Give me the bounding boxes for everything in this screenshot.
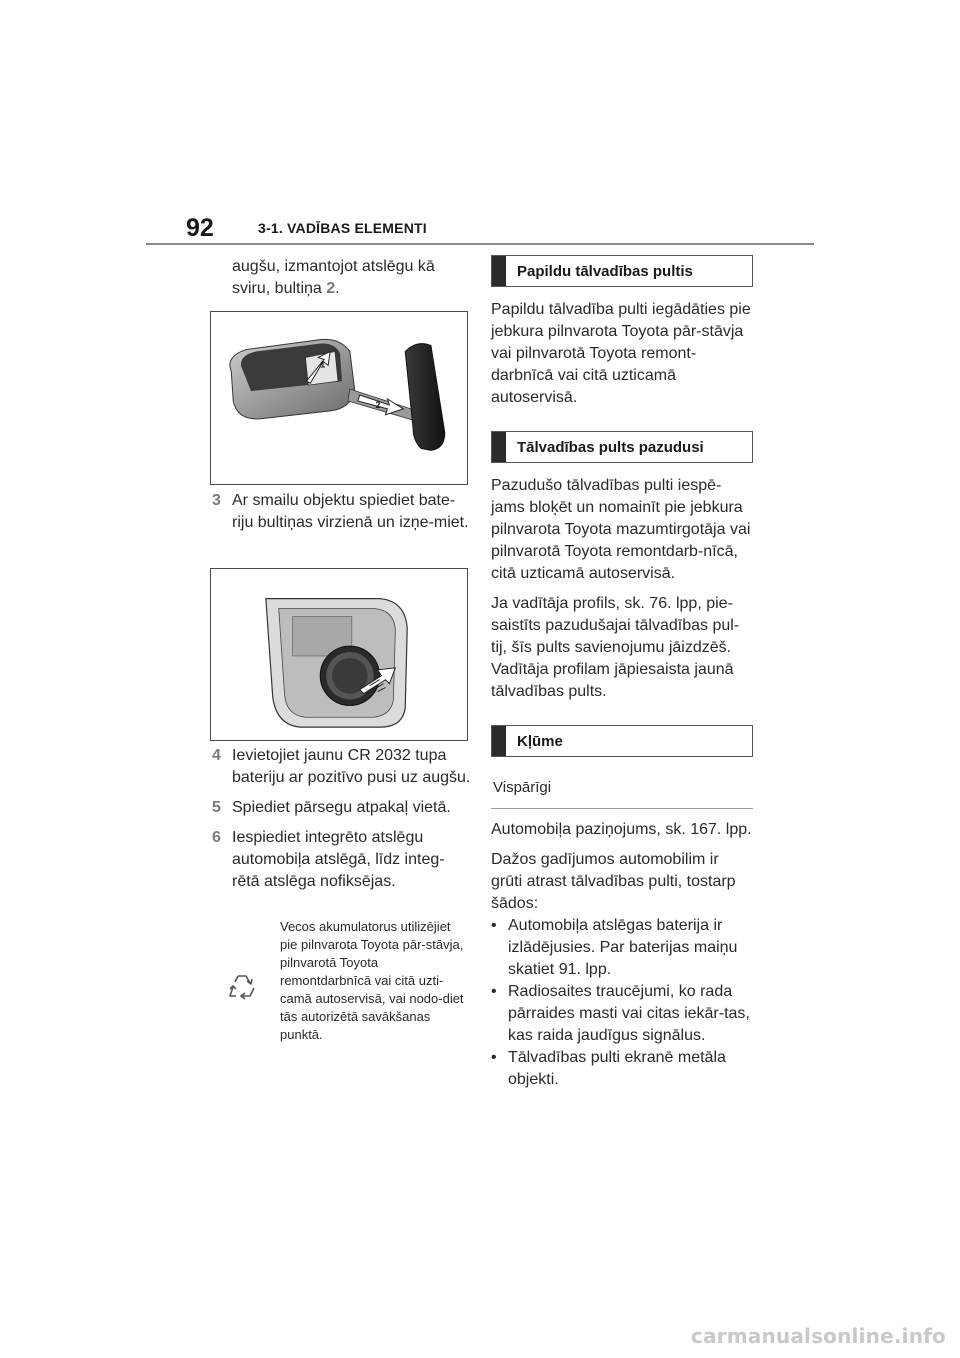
malfunction-paragraph-2: Dažos gadījumos automobilim ir grūti atrast tālvadības pulti, tostarp šādos: <box>491 851 736 912</box>
intro-line1: augšu, izmantojot atslēgu kā <box>232 258 435 275</box>
watermark: carmanualsonline.info <box>690 1324 946 1348</box>
key-fob-figure-2 <box>210 568 468 741</box>
step-4-item <box>212 745 472 789</box>
step-6-text: Iespiediet integrēto atslēgu automobiļa atslēgā, līdz integ-rētā atslēga nofiksējas. <box>232 829 445 890</box>
arrow-number: 2 <box>326 280 336 297</box>
subheading-general: Vispārīgi <box>491 769 753 809</box>
step-5-item <box>212 797 472 819</box>
list-item-text: Automobiļa atslēgas baterija ir izlādējusies. Par baterijas maiņu skatiet 91. lpp. <box>508 917 738 978</box>
step-3-item <box>212 490 472 534</box>
additional-remotes-paragraph: Papildu tālvadība pulti iegādāties pie jebkura pilnvarota Toyota pār-stāvja vai pilnvarotā Toyota remont-darbnīcā vai citā uzticamā autoservisā. <box>491 301 751 406</box>
step-6-number: 6 <box>212 829 221 846</box>
recycling-note-text: Vecos akumulatorus utilizējiet pie pilnvarota Toyota pār-stāvja, pilnvarotā Toyota remontdarbnīcā vai citā uzti-camā autoservisā, vai nodo-diet tās autorizētā savākšanas punktā. <box>280 919 464 1042</box>
remote-lost-paragraph-2: Ja vadītāja profils, sk. 76. lpp, pie-saistīts pazudušajai tālvadības pul-tij, šīs pults savienojumu jāizdzēš. Vadītāja profilam jāpiesaista jaunā tālvadības pults. <box>491 595 740 700</box>
bullet-mark: • <box>491 983 497 1000</box>
list-item-text: Tālvadības pulti ekranē metāla objekti. <box>508 1049 726 1088</box>
step-5-text: Spiediet pārsegu atpakaļ vietā. <box>232 799 451 816</box>
section-title: 3-1. VADĪBAS ELEMENTI <box>258 220 427 236</box>
heading-bar <box>492 726 506 756</box>
intro-line2-text: sviru, bultiņa <box>232 280 327 297</box>
arrow-1-label: 1 <box>320 359 326 370</box>
list-item <box>491 915 753 981</box>
recycle-icon <box>224 970 260 1006</box>
step-5-number: 5 <box>212 799 221 816</box>
heading-remote-lost <box>491 431 753 463</box>
step-4-number: 4 <box>212 747 221 764</box>
arrow-2-label: 2 <box>375 399 381 410</box>
header-divider <box>146 243 814 245</box>
list-item <box>491 981 753 1047</box>
heading-remote-lost-text: Tālvadības pults pazudusi <box>517 439 704 456</box>
remote-lost-paragraph-1: Pazudušo tālvadības pulti iespē-jams bloķēt un nomainīt pie jebkura pilnvarota Toyota mazumtirgotāja vai pilnvarotā Toyota remontdarb-nīcā, citā uzticamā autoservisā. <box>491 477 751 582</box>
bullet-mark: • <box>491 917 497 934</box>
heading-additional-remotes-text: Papildu tālvadības pultis <box>517 263 693 280</box>
list-item-text: Radiosaites traucējumi, ko rada pārraides masti vai citas iekār-tas, kas raida jaudīgus signālus. <box>508 983 750 1044</box>
intro-text <box>232 256 472 300</box>
list-item <box>491 1047 753 1091</box>
steps-4-6 <box>212 745 472 901</box>
heading-bar <box>492 256 506 286</box>
step-6-item <box>212 827 472 893</box>
step-3-text: Ar smailu objektu spiediet bate-riju bultiņas virzienā un izņe-miet. <box>232 492 469 531</box>
key-fob-figure-1 <box>210 311 468 485</box>
bullet-mark: • <box>491 1049 497 1066</box>
intro-line2 <box>232 278 472 300</box>
step-3-number: 3 <box>212 492 221 509</box>
key-fob-illustration-1 <box>211 312 467 484</box>
step-3 <box>212 490 472 542</box>
step-4-text: Ievietojiet jaunu CR 2032 tupa bateriju ar pozitīvo pusi uz augšu. <box>232 747 471 786</box>
heading-malfunction-text: Kļūme <box>517 733 563 750</box>
heading-additional-remotes <box>491 255 753 287</box>
heading-bar <box>492 432 506 462</box>
malfunction-causes-list <box>491 915 753 1091</box>
page-number: 92 <box>186 214 214 242</box>
malfunction-paragraph-1: Automobiļa paziņojums, sk. 167. lpp. <box>491 821 752 838</box>
heading-malfunction <box>491 725 753 757</box>
right-column <box>491 255 753 1091</box>
key-fob-illustration-2 <box>211 569 467 740</box>
intro-end: . <box>335 280 340 297</box>
